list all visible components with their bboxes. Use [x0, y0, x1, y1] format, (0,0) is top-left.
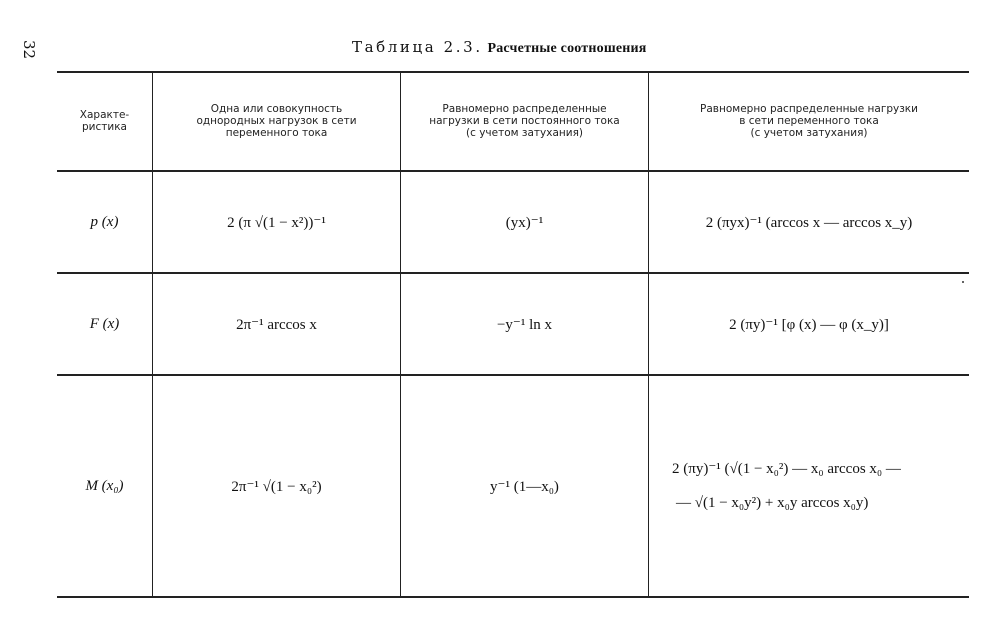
formula-F-ac: 2π⁻¹ arccos x	[236, 316, 317, 333]
row-label-M: M (x₀)	[85, 477, 124, 494]
header-ac-distributed: Равномерно распределенные нагрузки в сети переменного тока (с учетом затухания)	[700, 103, 918, 139]
formula-line-1: 2 (πy)⁻¹ (√(1 − x₀²) — x₀ arccos x₀ —	[672, 461, 901, 477]
table-caption: Расчетные соотношения	[487, 41, 647, 56]
header-characteristic: Характе- ристика	[79, 109, 130, 133]
table-label: Таблица 2.3.	[352, 38, 483, 56]
table-title	[352, 38, 647, 57]
formula-p-ac: 2 (π √(1 − x²))⁻¹	[227, 214, 326, 231]
print-speck	[962, 281, 964, 283]
row-label-p: p (x)	[90, 213, 119, 230]
formula-M-ac-distributed	[672, 376, 964, 596]
formula-F-ac-distributed: 2 (πy)⁻¹ [φ (x) — φ (x_y)]	[729, 316, 889, 333]
table-bottom-rule	[57, 596, 969, 598]
formula-M-ac: 2π⁻¹ √(1 − x₀²)	[231, 478, 322, 495]
header-ac-loads: Одна или совокупность однородных нагрузок в сети переменного тока	[196, 103, 357, 139]
formula-M-dc: y⁻¹ (1—x₀)	[490, 478, 559, 495]
formula-p-ac-distributed: 2 (πyx)⁻¹ (arccos x — arccos x_y)	[705, 214, 913, 231]
header-dc-distributed: Равномерно распределенные нагрузки в сети постоянного тока (с учетом затухания)	[429, 103, 620, 139]
page-number: 32	[20, 40, 38, 60]
row-label-F: F (x)	[89, 315, 120, 332]
formula-p-dc: (yx)⁻¹	[505, 214, 544, 231]
formula-F-dc: −y⁻¹ ln x	[496, 316, 553, 333]
formula-line-2: — √(1 − x₀y²) + x₀y arccos x₀y)	[676, 495, 869, 511]
